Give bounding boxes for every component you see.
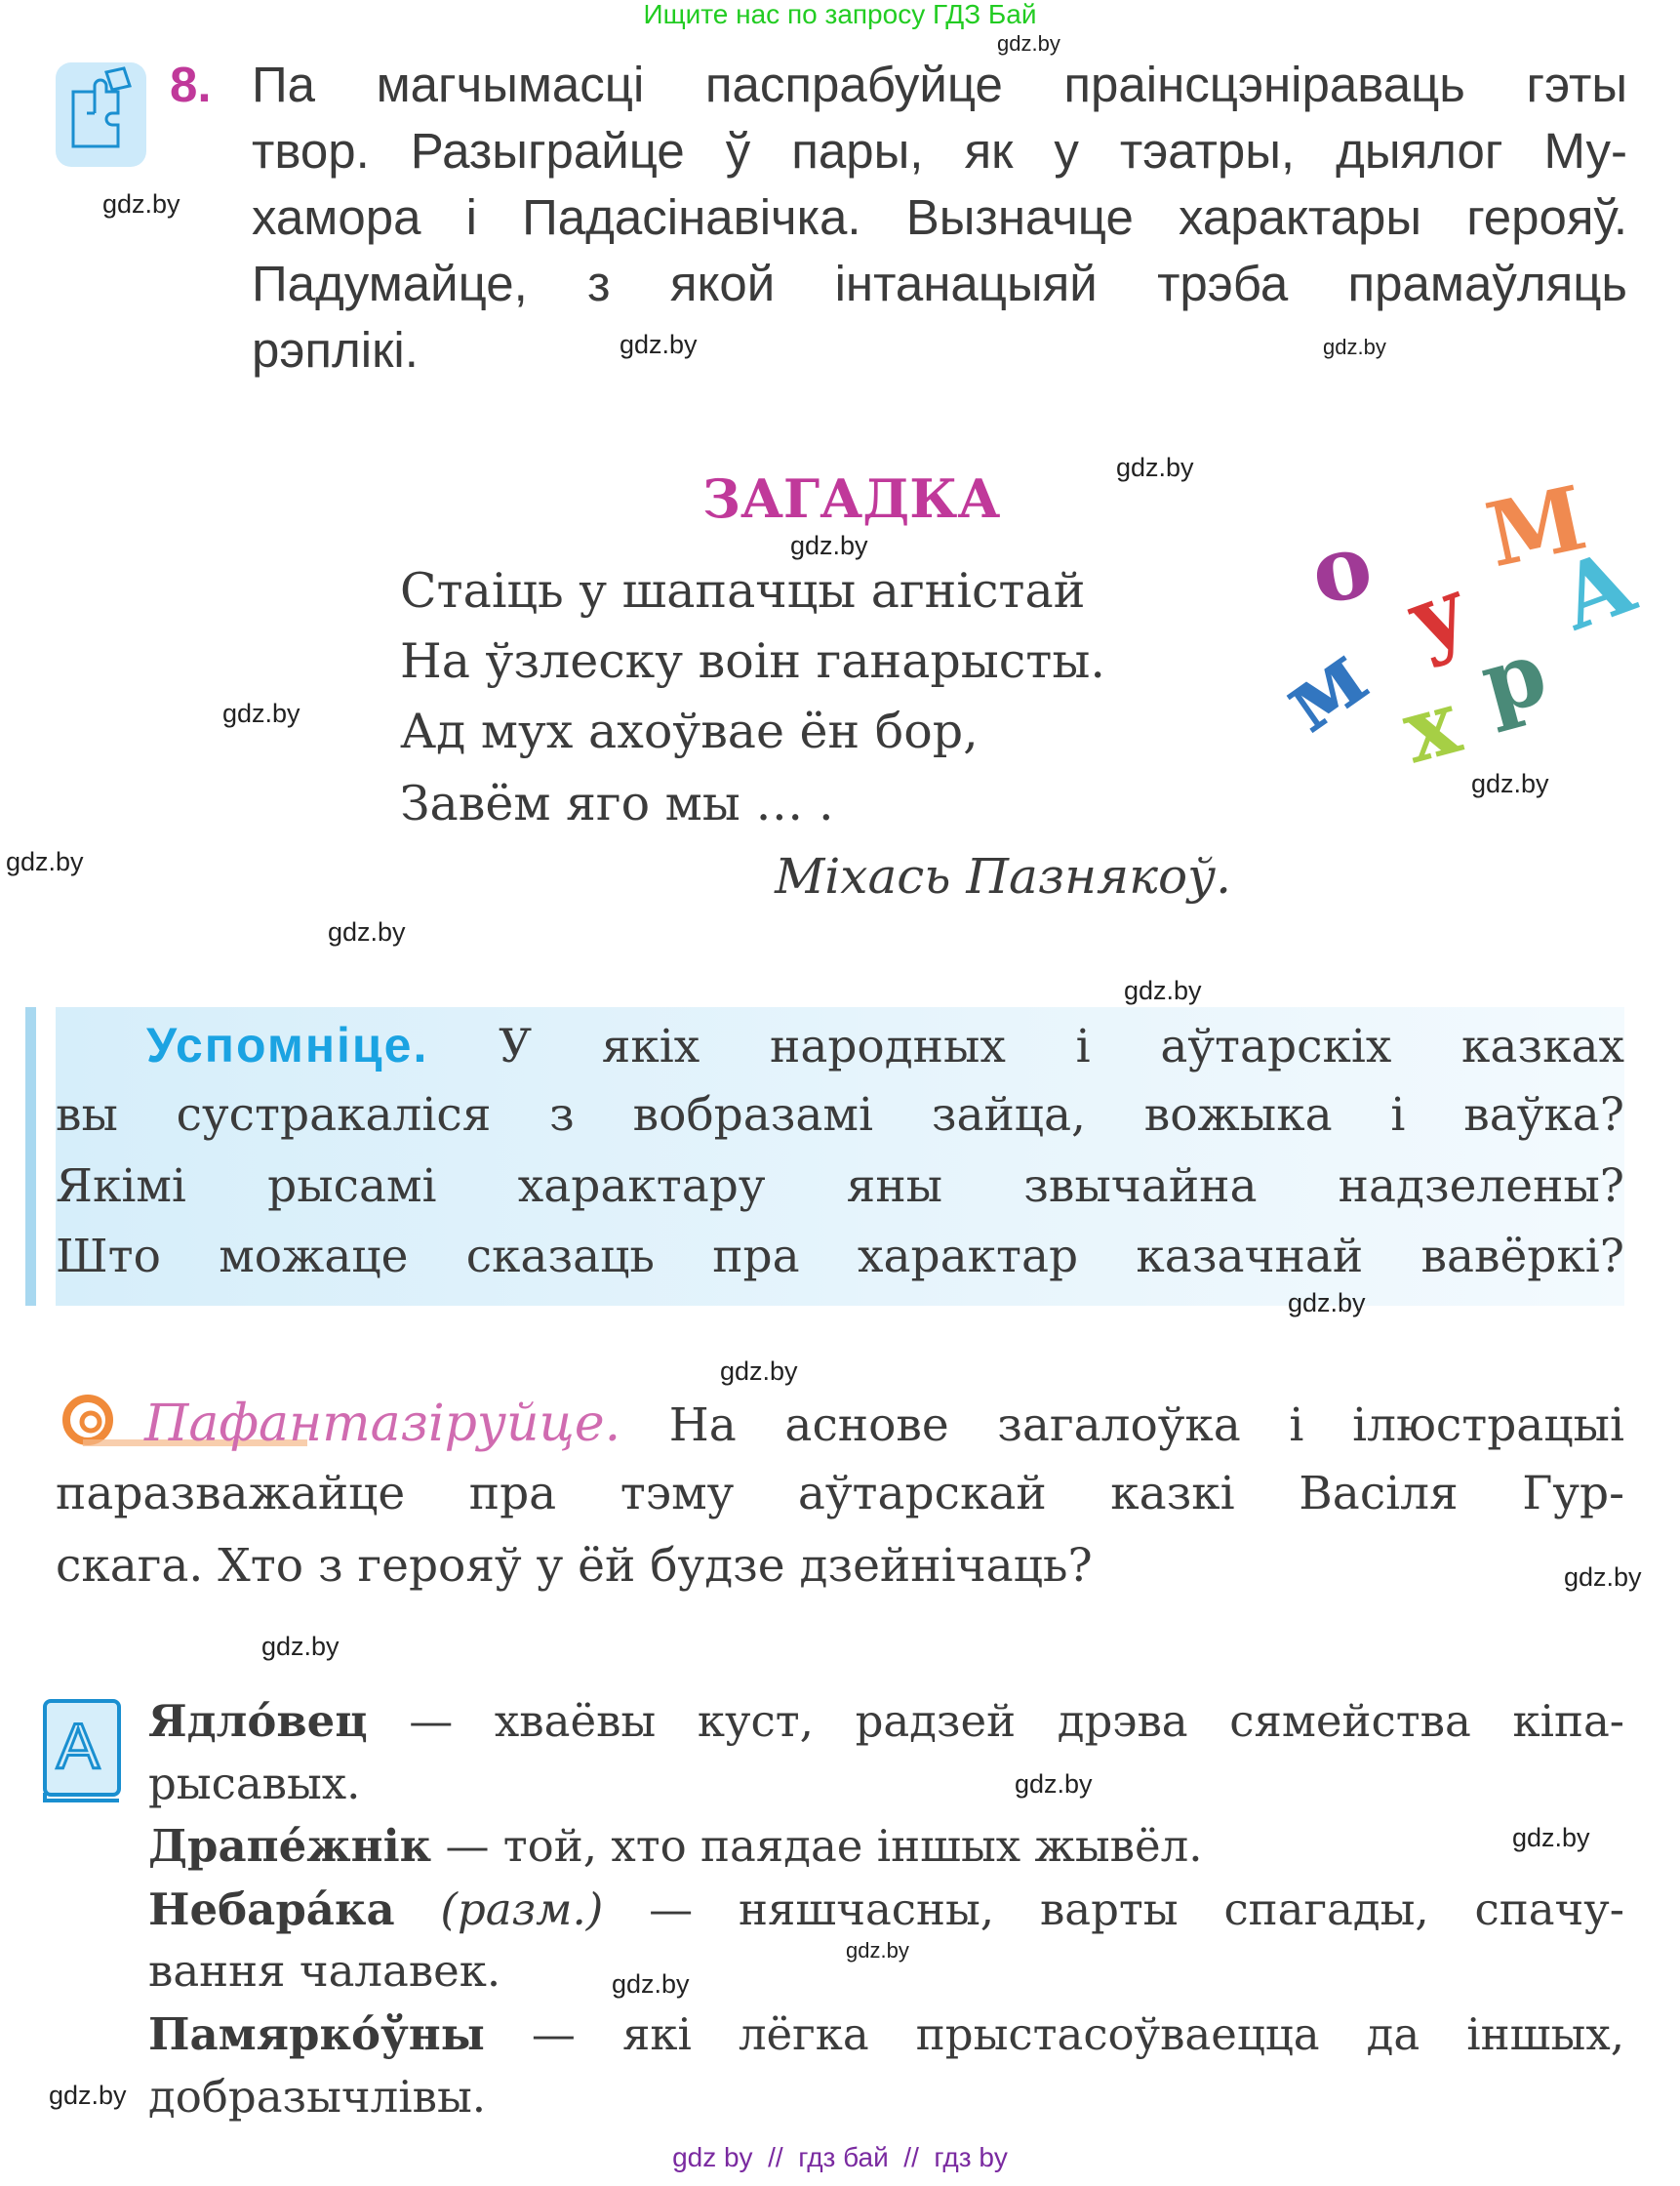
poem-author: Міхась Пазнякоў.	[775, 848, 1231, 905]
remember-line: Якімі рысамі характару яны звычайна надзелены?	[56, 1159, 1624, 1213]
fantasize-line: паразважайце пра тэму аўтарскай казкі Васіля Гур-	[56, 1467, 1624, 1520]
watermark: gdz.by	[328, 917, 406, 947]
glossary-note: (разм.)	[394, 1883, 604, 1935]
task-text-line: рэплікі.	[252, 322, 419, 378]
watermark: gdz.by	[49, 2081, 127, 2110]
glossary-entry	[148, 2009, 1624, 2060]
task-number: 8.	[170, 57, 212, 112]
glossary-entry-cont: вання чалавек.	[148, 1945, 501, 1997]
glossary-entry	[148, 1821, 1203, 1872]
fantasize-text: На аснове загалоўка і ілюстрацыі	[668, 1398, 1624, 1452]
watermark: gdz.by	[1471, 769, 1549, 798]
fantasize-line: скага. Хто з герояў у ёй будзе дзейнічаць?	[56, 1539, 1093, 1593]
remember-text: У якіх народных і аўтарскіх казках	[499, 1020, 1624, 1073]
task-text-line: Падумайце, з якой інтанацыяй трэба прамаўляць	[252, 256, 1627, 311]
riddle-title: ЗАГАДКА	[702, 467, 1001, 530]
glossary-term: Памярко́ўны	[148, 2008, 485, 2060]
letter-m-blue: м	[1262, 624, 1385, 752]
watermark: gdz.by	[620, 330, 698, 359]
glossary-term: Ядло́вец	[148, 1695, 368, 1747]
letter-kh: х	[1392, 669, 1470, 785]
poem-line: Завём яго мы … .	[400, 776, 834, 831]
watermark: gdz.by	[997, 31, 1060, 56]
letter-a: А	[1545, 529, 1649, 652]
watermark: gdz.by	[1288, 1288, 1366, 1317]
glossary-entry	[148, 1696, 1624, 1747]
task-text-line: Па магчымасці паспрабуйце праінсцэніраваць гэты	[252, 57, 1627, 112]
glossary-term: Небара́ка	[148, 1883, 395, 1935]
glossary-entry-cont: рысавых.	[148, 1758, 361, 1809]
watermark: gdz.by	[1015, 1769, 1093, 1799]
remember-line	[146, 1018, 1624, 1074]
remember-bar	[25, 1007, 36, 1306]
letter-m-orange: М	[1478, 466, 1595, 588]
watermark: gdz.by	[1116, 453, 1194, 482]
watermark: gdz.by	[1564, 1562, 1642, 1592]
task-text-line: твор. Разыграйце ў пары, як у тэатры, дыялог Му-	[252, 123, 1627, 179]
watermark: gdz.by	[790, 531, 868, 560]
task-text-line: хамора і Падасінавічка. Вызначце характары герояў.	[252, 189, 1627, 245]
watermark: gdz.by	[222, 699, 300, 728]
remember-line: вы сустракаліся з вобразамі зайца, вожыка і ваўка?	[56, 1088, 1624, 1142]
poem-line: Стаіць у шапачцы агністай	[400, 563, 1086, 619]
footer-links: gdz by // гдз бай // гдз by	[672, 2142, 1008, 2172]
glossary-entry-cont: добразычлівы.	[148, 2071, 487, 2123]
watermark: gdz.by	[261, 1632, 340, 1661]
glossary-entry	[148, 1884, 1624, 1935]
fantasize-label: Пафантазіруйце.	[144, 1395, 621, 1453]
watermark: gdz.by	[6, 847, 84, 876]
letter-u: у	[1393, 556, 1483, 673]
watermark: gdz.by	[1512, 1823, 1590, 1852]
watermark: gdz.by	[1323, 335, 1386, 359]
dictionary-letter: А	[57, 1710, 100, 1782]
letter-r: р	[1470, 620, 1557, 737]
watermark: gdz.by	[612, 1969, 690, 1999]
poem-line: Ад мух ахоўвае ён бор,	[400, 704, 979, 759]
glossary-definition: — хваёвы куст, радзей дрэва сямейства кіпа-	[367, 1695, 1624, 1747]
dictionary-book-icon	[39, 1697, 125, 1805]
glossary-definition: — няшчасны, варты спагады, спачу-	[603, 1883, 1624, 1935]
remember-label: Успомніце.	[146, 1018, 429, 1073]
letter-o: о	[1303, 512, 1380, 626]
poem-line: На ўзлеску воін ганарысты.	[400, 633, 1105, 689]
watermark: gdz.by	[846, 1938, 909, 1963]
watermark: gdz.by	[1124, 976, 1202, 1005]
glossary-definition: — які лёгка прыстасоўваецца да іншых,	[484, 2008, 1624, 2060]
remember-line: Што можаце сказаць пра характар казачнай вавёркі?	[56, 1230, 1624, 1283]
glossary-definition: — той, хто паядае іншых жывёл.	[431, 1820, 1203, 1872]
search-hint: Ищите нас по запросу ГДЗ Бай	[643, 0, 1037, 29]
watermark: gdz.by	[720, 1356, 798, 1386]
glossary-term: Драпе́жнік	[148, 1820, 432, 1872]
puzzle-icon	[56, 62, 146, 167]
watermark: gdz.by	[102, 189, 180, 219]
fantasize-line	[144, 1396, 1624, 1454]
